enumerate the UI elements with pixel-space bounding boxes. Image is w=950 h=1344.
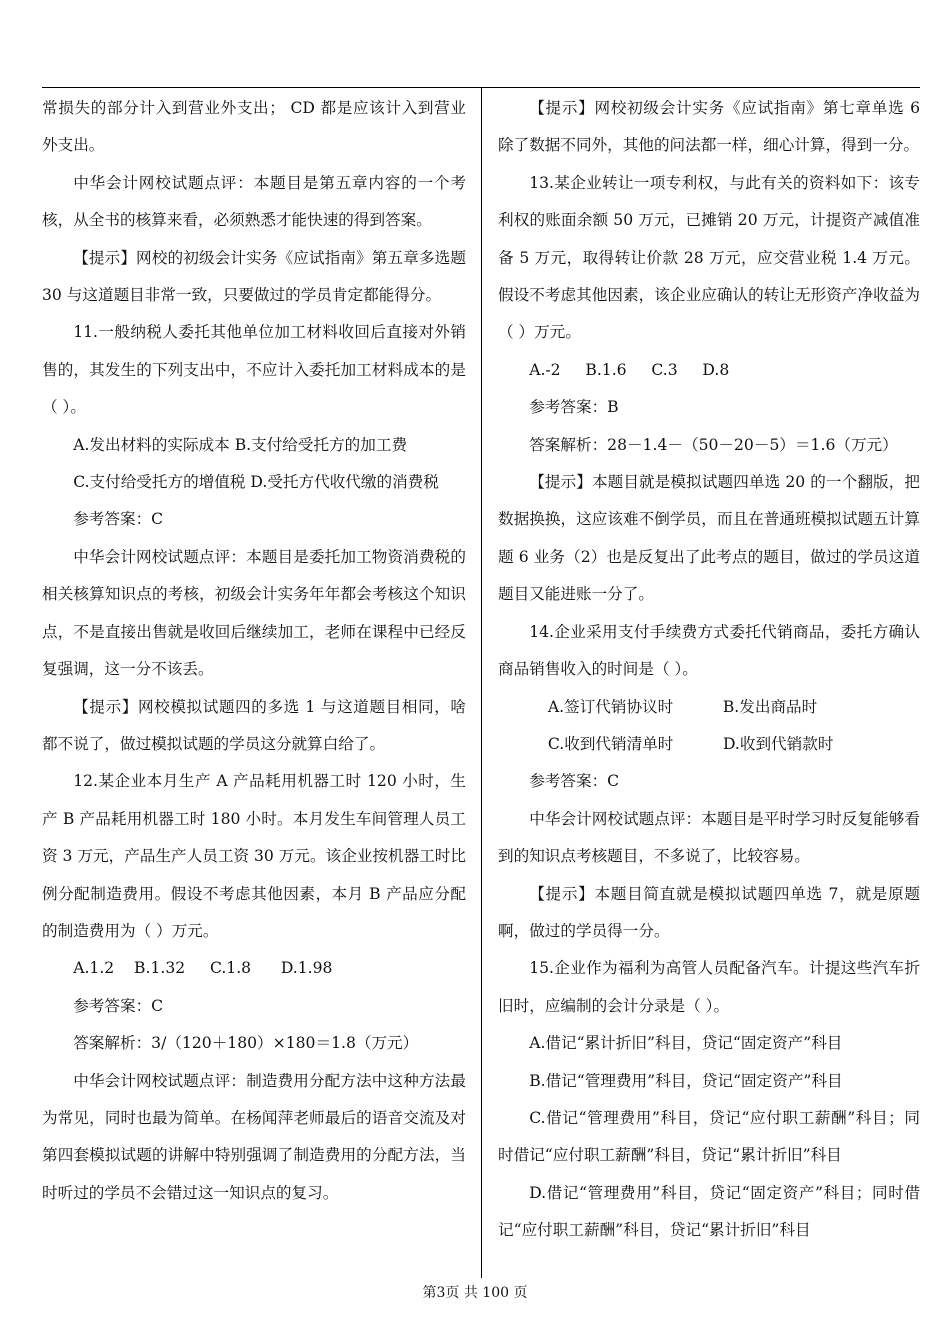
paragraph: 11.一般纳税人委托其他单位加工材料收回后直接对外销售的，其发生的下列支出中，不应计入委托加工材料成本的是（ ）。 (42, 323, 466, 417)
paragraph: 答案解析：28－1.4－（50－20－5）＝1.6（万元） (529, 435, 898, 454)
paragraph: 【提示】网校模拟试题四的多选 1 与这道题目相同，啥都不说了，做过模拟试题的学员这分就算白给了。 (42, 697, 466, 753)
paragraph: A.-2 B.1.6 C.3 D.8 (529, 360, 730, 379)
paragraph: B.借记“管理费用”科目，贷记“固定资产”科目 (529, 1071, 843, 1090)
paragraph: C.支付给受托方的增值税 D.受托方代收代缴的消费税 (73, 473, 439, 492)
right-column (498, 90, 920, 1250)
paragraph: A.发出材料的实际成本 B.支付给受托方的加工费 (73, 435, 408, 454)
paragraph: A.1.2 B.1.32 C.1.8 D.1.98 (73, 959, 333, 978)
paragraph: 参考答案：C (73, 510, 164, 529)
paragraph: 答案解析：3/（120＋180）×180＝1.8（万元） (73, 1034, 419, 1053)
paragraph: 中华会计网校试题点评：本题目是委托加工物资消费税的相关核算知识点的考核，初级会计实务年年都会考核这个知识点，不是直接出售就是收回后继续加工，老师在课程中已经反复强调，这一分不该丢。 (42, 547, 466, 679)
paragraph: 常损失的部分计入到营业外支出； CD 都是应该计入到营业外支出。 (42, 99, 466, 155)
paragraph: 【提示】网校的初级会计实务《应试指南》第五章多选题 30 与这道题目非常一致，只要做过的学员肯定都能得分。 (42, 248, 466, 305)
paragraph: 【提示】网校初级会计实务《应试指南》第七章单选 6 除了数据不同外，其他的问法都一样，细心计算，得到一分。 (498, 99, 920, 155)
column-divider (481, 88, 482, 1278)
paragraph: 中华会计网校试题点评：本题目是平时学习时反复能够看到的知识点考核题目，不多说了，比较容易。 (498, 809, 920, 866)
paragraph: 参考答案：B (529, 398, 619, 417)
paragraph: A.签订代销协议时 B.发出商品时 (547, 697, 818, 716)
paragraph: 参考答案：C (73, 996, 164, 1015)
left-column (42, 90, 466, 1212)
paragraph: C.借记“管理费用”科目，贷记“应付职工薪酬”科目；同时借记“应付职工薪酬”科目，贷记“累计折旧”科目 (498, 1108, 920, 1165)
paragraph: A.借记“累计折旧”科目，贷记“固定资产”科目 (529, 1034, 843, 1053)
paragraph: 15.企业作为福利为高管人员配备汽车。计提这些汽车折旧时，应编制的会计分录是（ ）。 (498, 959, 920, 1015)
paragraph: 12.某企业本月生产 A 产品耗用机器工时 120 小时，生产 B 产品耗用机器工时 180 小时。本月发生车间管理人员工资 3 万元，产品生产人员工资 30 万元。该企业按机器工时比例分配制造费用。假设不考虑其他因素，本月 B 产品应分配的制造费用为（ ）万元。 (42, 772, 466, 940)
paragraph: 13.某企业转让一项专利权，与此有关的资料如下：该专利权的账面余额 50 万元，已摊销 20 万元，计提资产减值准备 5 万元，取得转让价款 28 万元，应交营业税 1.4 万元。假设不考虑其他因素，该企业应确认的转让无形资产净收益为（ ）万元。 (498, 173, 920, 342)
paragraph: 【提示】本题目就是模拟试题四单选 20 的一个翻版，把数据换换，这应该难不倒学员，而且在普通班模拟试题五计算题 6 业务（2）也是反复出了此考点的题目，做过的学员这道题目又能进账一分了。 (498, 473, 920, 604)
paragraph: 参考答案：C (529, 772, 620, 791)
paragraph: 14.企业采用支付手续费方式委托代销商品，委托方确认商品销售收入的时间是（ ）。 (498, 622, 920, 679)
paragraph: 【提示】本题目简直就是模拟试题四单选 7，就是原题啊，做过的学员得一分。 (498, 884, 920, 940)
paragraph: 中华会计网校试题点评：制造费用分配方法中这种方法最为常见，同时也最为简单。在杨闻萍老师最后的语音交流及对第四套模拟试题的讲解中特别强调了制造费用的分配方法，当时听过的学员不会错过这一知识点的复习。 (42, 1071, 466, 1202)
page-footer: 第3页 共 100 页 (422, 1285, 528, 1301)
paragraph: C.收到代销清单时 D.收到代销款时 (547, 734, 834, 753)
paragraph: D.借记“管理费用”科目，贷记“固定资产”科目；同时借记“应付职工薪酬”科目，贷记“累计折旧”科目 (498, 1183, 920, 1240)
paragraph: 中华会计网校试题点评：本题目是第五章内容的一个考核，从全书的核算来看，必须熟悉才能快速的得到答案。 (42, 173, 466, 230)
